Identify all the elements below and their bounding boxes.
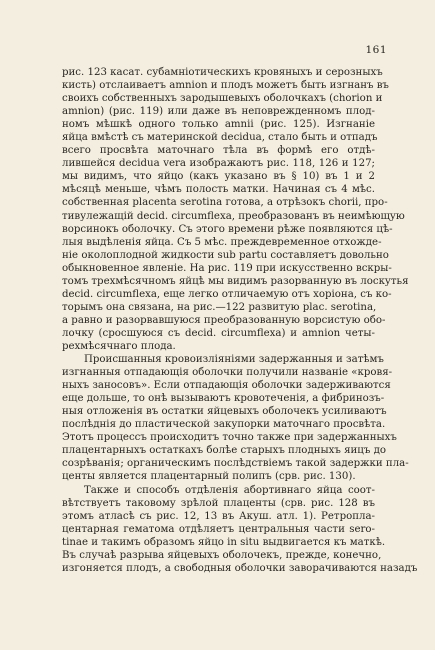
text-line: мѣсяцѣ меньше, чѣмъ полость матки. Начиная съ 4 мѣс.: [62, 184, 375, 196]
text-line: ворсинокъ оболочку. Съ этого времени рѣже появляются цѣ-: [62, 223, 393, 235]
text-line: лочку (сросшуюся съ decid. circumflexa) и amnion четы-: [62, 327, 375, 339]
text-line: ныхъ заносовъ». Если отпадающія оболочки задерживаются: [62, 380, 391, 392]
text-line: ніе околоплодной жидкости sub partu составляетъ довольно: [62, 249, 389, 261]
text-line: послѣднія до пластической закупорки маточнаго просвѣта.: [62, 419, 386, 431]
text-line: номъ мѣшкѣ одного только amnii (рис. 125). Изгнаніе: [62, 119, 375, 131]
text-line: всего просвѣта маточнаго тѣла въ формѣ его отдѣ-: [62, 145, 375, 157]
text-line: своихъ собственныхъ зародышевыхъ оболочкахъ (chorion и: [62, 93, 383, 105]
text-line: tinae и такимъ образомъ яйцо in situ выдвигается къ маткѣ.: [62, 536, 386, 548]
text-line: рехмѣсячнаго плода.: [62, 340, 176, 352]
page-number: 161: [365, 44, 387, 56]
text-line: Этотъ процессъ происходитъ точно также при задержанныхъ: [62, 432, 397, 444]
text-line: Въ случаѣ разрыва яйцевыхъ оболочекъ, прежде, конечно,: [62, 549, 382, 561]
text-line: плацентарныхъ остаткахъ болѣе старыхъ плодныхъ яицъ до: [62, 445, 386, 457]
text-line: кисть) отслаиваетъ amnion и плодъ можетъ быть изгнанъ въ: [62, 80, 389, 92]
text-line: вѣтствуетъ таковому зрѣлой плаценты (срв. рис. 128 въ: [62, 497, 375, 509]
text-line: ныя отложенія въ остатки яйцевыхъ оболочекъ усиливаютъ: [62, 406, 387, 418]
text-line: amnion) (рис. 119) или даже въ неповрежденномъ плод-: [62, 106, 375, 118]
body-text: [62, 66, 418, 575]
text-line: изгнанныя отпадающія оболочки получили названіе «кровя-: [62, 367, 393, 379]
text-line: decid. circumflexa, еще легко отличаемую отъ хоріона, съ ко-: [62, 288, 392, 300]
text-line: созрѣванія; органическимъ послѣдствіемъ такой задержки пла-: [62, 458, 409, 470]
text-line: лыя выдѣленія яйца. Съ 5 мѣс. преждевременное отхожде-: [62, 236, 382, 248]
text-line: а равно и разорвавшуюся преобразованную ворсистую обо-: [62, 314, 386, 326]
text-line: центы является плацентарный полипъ (срв. рис. 130).: [62, 471, 356, 483]
text-line: центарная гематома отдѣляетъ центральныя части sero-: [62, 523, 375, 535]
text-line: Также и способъ отдѣленія абортивнаго яйца соот-: [84, 484, 375, 496]
text-line: торымъ она связана, на рис.—122 развитую plac. serotina,: [62, 301, 377, 313]
text-line: яйца вмѣстѣ съ материнской decidua, стало быть и отпадъ: [62, 132, 378, 144]
text-line: тивулежащій decid. circumflexa, преобразованъ въ неимѣющую: [62, 210, 405, 222]
text-line: этомъ атласѣ съ рис. 12, 13 въ Акуш. атл. 1). Ретропла-: [62, 510, 375, 522]
text-line: томъ трехмѣсячномъ яйцѣ мы видимъ разорванную въ лоскутья: [62, 275, 409, 287]
text-line: мы видимъ, что яйцо (какъ указано въ § 10) въ 1 и 2: [62, 171, 375, 183]
text-line: обыкновенное явленіе. На рис. 119 при искусственно вскры-: [62, 262, 392, 274]
text-line: изгоняется плодъ, а свободныя оболочки заворачиваются назадъ: [62, 562, 418, 574]
text-line: еще дольше, то онѣ вызываютъ кровотеченія, а фибринозъ-: [62, 393, 385, 405]
text-line: собственная placenta serotina готова, а отрѣзокъ chorii, про-: [62, 197, 388, 209]
text-line: Происшанныя кровоизліяніями задержанныя и затѣмъ: [84, 354, 384, 366]
text-line: лившейся decidua vera изображаютъ рис. 118, 126 и 127;: [62, 158, 375, 170]
text-line: рис. 123 касат. субамніотическихъ кровяныхъ и серозныхъ: [62, 67, 383, 78]
